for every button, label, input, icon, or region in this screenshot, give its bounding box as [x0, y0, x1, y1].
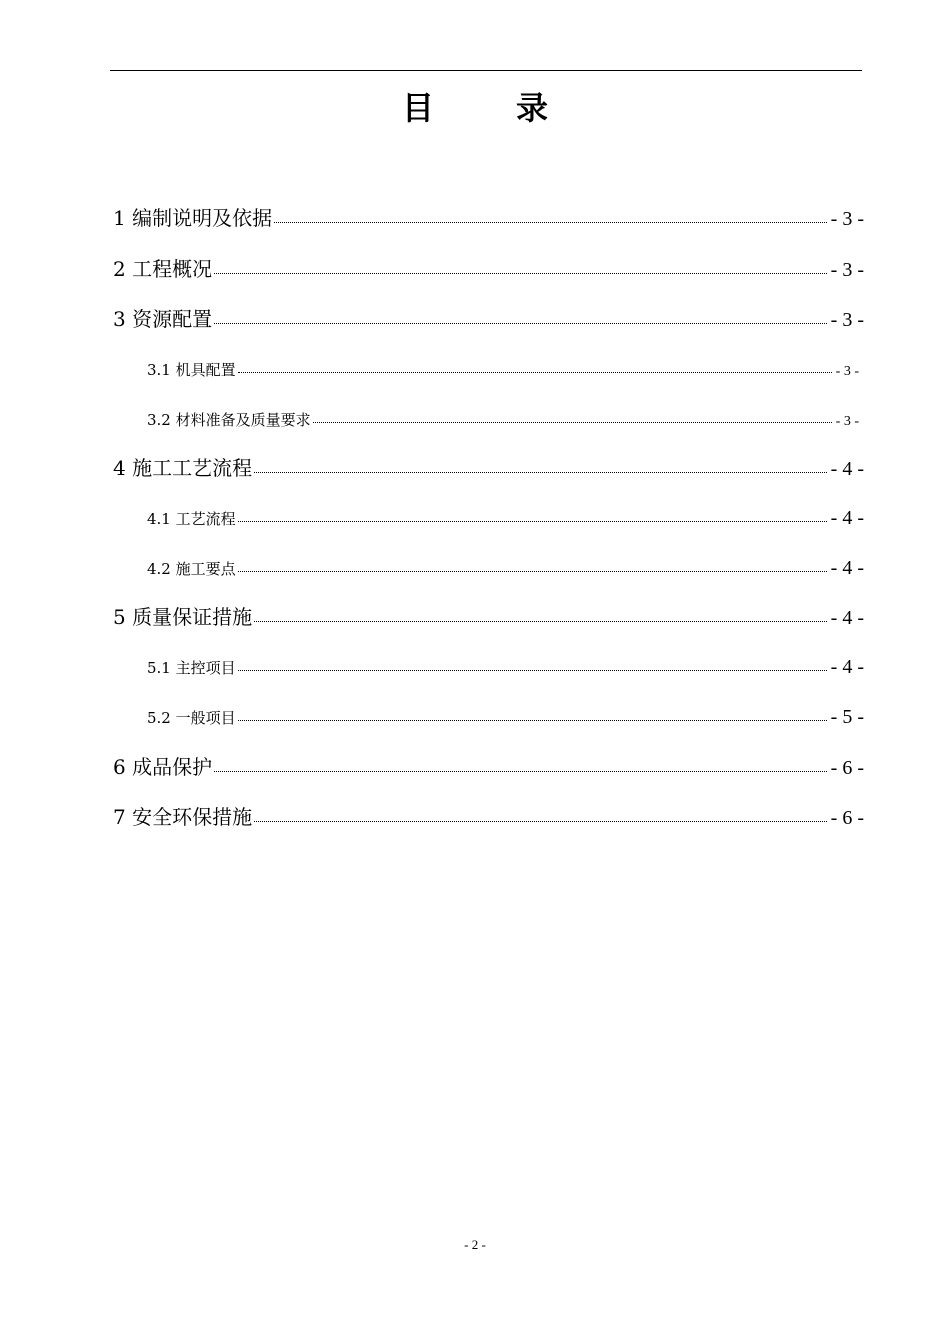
toc-entry-page: - 3 -	[835, 364, 859, 379]
toc-entry-label: 3 资源配置	[113, 307, 213, 331]
toc-entry-page: - 4 -	[830, 607, 864, 629]
dot-leader	[254, 455, 827, 475]
toc-entry-label: 1 编制说明及依据	[113, 206, 273, 230]
toc-entry-page: - 4 -	[830, 507, 864, 529]
toc-entry-page: - 3 -	[830, 259, 864, 281]
toc-entry-6[interactable]	[113, 753, 864, 782]
dot-leader	[214, 754, 827, 774]
toc-entry-5[interactable]	[113, 603, 864, 632]
toc-entry-5-2[interactable]	[147, 706, 864, 729]
toc-entry-4[interactable]	[113, 454, 864, 483]
toc-entry-page: - 4 -	[830, 656, 864, 678]
toc-entry-label: 7 安全环保措施	[113, 805, 253, 829]
toc-entry-label: 5 质量保证措施	[113, 605, 253, 629]
toc-entry-2[interactable]	[113, 255, 864, 284]
toc-entry-page: - 4 -	[830, 557, 864, 579]
dot-leader	[238, 708, 827, 723]
toc-entry-5-1[interactable]	[147, 656, 864, 679]
toc-entry-page: - 4 -	[830, 458, 864, 480]
toc-entry-label: 4 施工工艺流程	[113, 456, 253, 480]
toc-entry-label: 3.1 机具配置	[147, 361, 236, 379]
toc-entry-page: - 3 -	[830, 208, 864, 230]
toc-entry-label: 4.1 工艺流程	[147, 510, 236, 528]
toc-entry-label: 4.2 施工要点	[147, 560, 236, 578]
toc-entry-label: 3.2 材料准备及质量要求	[147, 411, 311, 429]
toc-entry-label: 2 工程概况	[113, 257, 213, 281]
dot-leader	[254, 604, 827, 624]
toc-entry-3-2[interactable]	[147, 409, 859, 433]
dot-leader	[274, 205, 827, 225]
toc-entry-label: 5.1 主控项目	[147, 659, 236, 677]
toc-entry-4-1[interactable]	[147, 507, 864, 530]
dot-leader	[238, 360, 832, 375]
toc-entry-label: 5.2 一般项目	[147, 709, 236, 727]
dot-leader	[214, 306, 827, 326]
dot-leader	[313, 410, 832, 425]
dot-leader	[238, 658, 827, 673]
toc-entry-page: - 5 -	[830, 706, 864, 728]
toc-entry-3-1[interactable]	[147, 359, 859, 383]
toc-entry-page: - 3 -	[830, 309, 864, 331]
toc-title-left: 目	[401, 89, 434, 127]
toc-entry-page: - 3 -	[835, 414, 859, 429]
toc-entry-7[interactable]	[113, 803, 864, 832]
header-rule	[110, 70, 862, 71]
toc-title-right: 录	[516, 89, 549, 127]
dot-leader	[254, 804, 827, 824]
dot-leader	[238, 559, 827, 574]
toc-entry-4-2[interactable]	[147, 557, 864, 580]
dot-leader	[214, 256, 827, 276]
footer-page-number: - 2 -	[464, 1237, 486, 1252]
toc-entry-page: - 6 -	[830, 757, 864, 779]
toc-title	[0, 86, 950, 130]
toc-entry-3[interactable]	[113, 305, 864, 334]
toc-entry-label: 6 成品保护	[113, 755, 213, 779]
toc-entry-1[interactable]	[113, 204, 864, 233]
toc-entry-page: - 6 -	[830, 807, 864, 829]
dot-leader	[238, 509, 827, 524]
